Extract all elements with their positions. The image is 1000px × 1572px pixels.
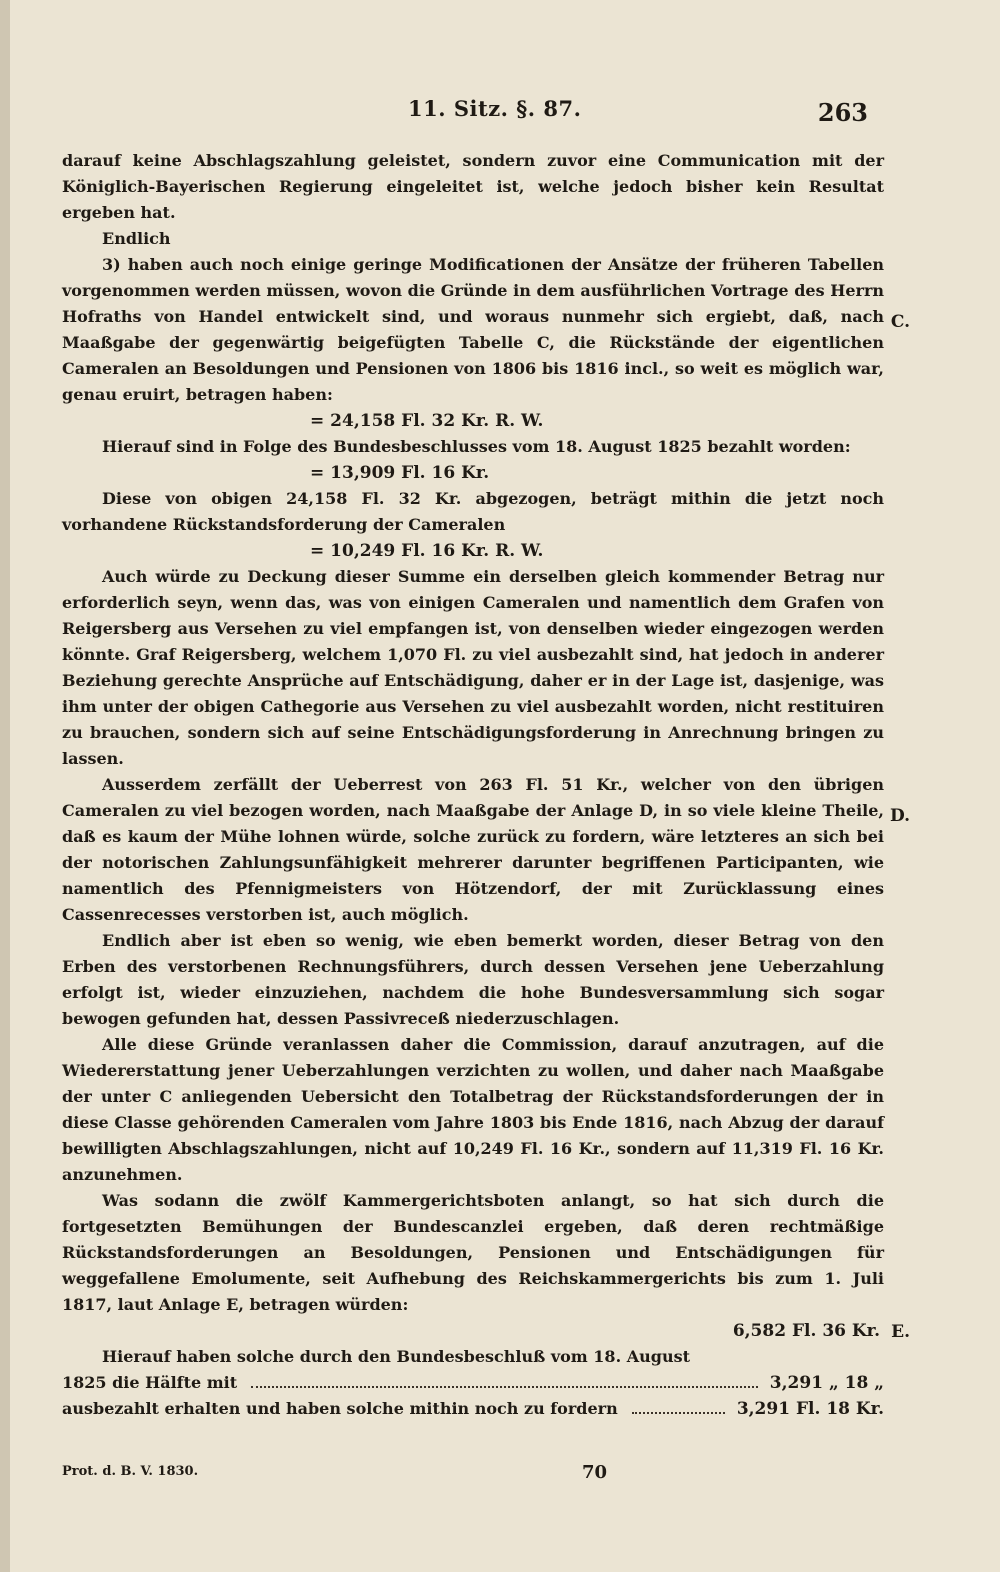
footer-reference: Prot. d. B. V. 1830. <box>62 1464 199 1479</box>
amount-line: 6,582 Fl. 36 Kr. <box>732 1321 880 1341</box>
margin-label-d: D. <box>889 806 910 826</box>
sum-line: = 24,158 Fl. 32 Kr. R. W. <box>310 411 544 431</box>
paragraph: Diese von obigen 24,158 Fl. 32 Kr. abgezogen, beträgt mithin die jetzt noch vorhandene Rückstandsforderung der Cameralen <box>62 489 884 534</box>
paragraph: 3) haben auch noch einige geringe Modificationen der Ansätze der früheren Tabellen vorgenommen werden müssen, wovon die Gründe in dem ausführlichen Vortrage des Herrn Hofraths von Handel entwickelt sind, und woraus nunmehr sich ergiebt, daß, nach Maaßgabe der gegenwärtig beigefügten Tabelle C, die Rückstände der eigentlichen Cameralen an Besoldungen und Pensionen von 1806 bis 1816 incl., so weit es möglich war, genau eruirt, betragen haben: <box>62 255 884 404</box>
dot-leader <box>632 1412 725 1414</box>
signature-mark: 70 <box>582 1462 608 1483</box>
dot-leader <box>251 1386 758 1388</box>
paragraph: Hierauf sind in Folge des Bundesbeschlusses vom 18. August 1825 bezahlt worden: <box>102 437 851 456</box>
paragraph: darauf keine Abschlagszahlung geleistet, sondern zuvor eine Communication mit der Königlich-Bayerischen Regierung eingeleitet ist, welche jedoch bisher kein Resultat ergeben hat. <box>62 151 884 222</box>
paragraph: Was sodann die zwölf Kammergerichtsboten anlangt, so hat sich durch die fortgesetzten Bemühungen der Bundescanzlei ergeben, daß deren rechtmäßige Rückstandsforderungen an Besoldungen, Pensionen und Entschädigungen für weggefallene Emolumente, seit Aufhebung des Reichskammergerichts bis zum 1. Juli 1817, laut Anlage E, betragen würden: <box>62 1191 884 1314</box>
margin-label-c: C. <box>890 312 910 332</box>
page-body <box>62 148 884 1422</box>
paragraph: Endlich <box>102 229 171 248</box>
ledger-value: 3,291 Fl. 18 Kr. <box>736 1399 884 1419</box>
margin-label-e: E. <box>891 1322 910 1342</box>
sum-line: = 13,909 Fl. 16 Kr. <box>310 463 490 483</box>
ledger-value: 3,291 „ 18 „ <box>769 1373 884 1393</box>
ledger-label: 1825 die Hälfte mit <box>62 1373 238 1392</box>
paragraph: Endlich aber ist eben so wenig, wie eben bemerkt worden, dieser Betrag von den Erben des verstorbenen Rechnungsführers, durch dessen Versehen jene Ueberzahlung erfolgt ist, wieder einzuziehen, nachdem die hohe Bundesversammlung sich sogar bewogen gefunden hat, dessen Passivreceß niederzuschlagen. <box>62 931 884 1028</box>
page-header <box>10 96 1000 130</box>
paragraph: Hierauf haben solche durch den Bundesbeschluß vom 18. August <box>102 1347 690 1366</box>
paragraph: Ausserdem zerfällt der Ueberrest von 263 Fl. 51 Kr., welcher von den übrigen Cameralen zu viel bezogen worden, nach Maaßgabe der Anlage D, in so viele kleine Theile, daß es kaum der Mühe lohnen würde, solche zurück zu fordern, wäre letzteres an sich bei der notorischen Zahlungsunfähigkeit mehrerer darunter begriffenen Participanten, wie namentlich des Pfennigmeisters von Hötzendorf, der mit Zurücklassung eines Cassenrecesses verstorben ist, auch möglich. <box>62 775 884 924</box>
paragraph: Alle diese Gründe veranlassen daher die Commission, darauf anzutragen, auf die Wiedererstattung jener Ueberzahlungen verzichten zu wollen, und daher nach Maaßgabe der unter C anliegenden Uebersicht den Totalbetrag der Rückstandsforderungen der in diese Classe gehörenden Cameralen vom Jahre 1803 bis Ende 1816, nach Abzug der darauf bewilligten Abschlagszahlungen, nicht auf 10,249 Fl. 16 Kr., sondern auf 11,319 Fl. 16 Kr. anzunehmen. <box>62 1035 884 1184</box>
paragraph: Auch würde zu Deckung dieser Summe ein derselben gleich kommender Betrag nur erforderlich seyn, wenn das, was von einigen Cameralen und namentlich dem Grafen von Reigersberg aus Versehen zu viel empfangen ist, von denselben wieder eingezogen werden könnte. Graf Reigersberg, welchem 1,070 Fl. zu viel ausbezahlt sind, hat jedoch in anderer Beziehung gerechte Ansprüche auf Entschädigung, daher er in der Lage ist, dasjenige, was ihm unter der obigen Cathegorie aus Versehen zu viel ausbezahlt worden, nicht restituiren zu brauchen, sondern sich auf seine Entschädigungsforderung in Anrechnung bringen zu lassen. <box>62 567 884 768</box>
ledger-label: ausbezahlt erhalten und haben solche mithin noch zu fordern <box>62 1399 618 1418</box>
sum-line: = 10,249 Fl. 16 Kr. R. W. <box>310 541 544 561</box>
ledger-line <box>62 1396 884 1422</box>
page-footer <box>62 1462 884 1486</box>
page-number: 263 <box>817 98 868 127</box>
ledger-line <box>62 1370 884 1396</box>
running-head: 11. Sitz. §. 87. <box>408 96 582 121</box>
